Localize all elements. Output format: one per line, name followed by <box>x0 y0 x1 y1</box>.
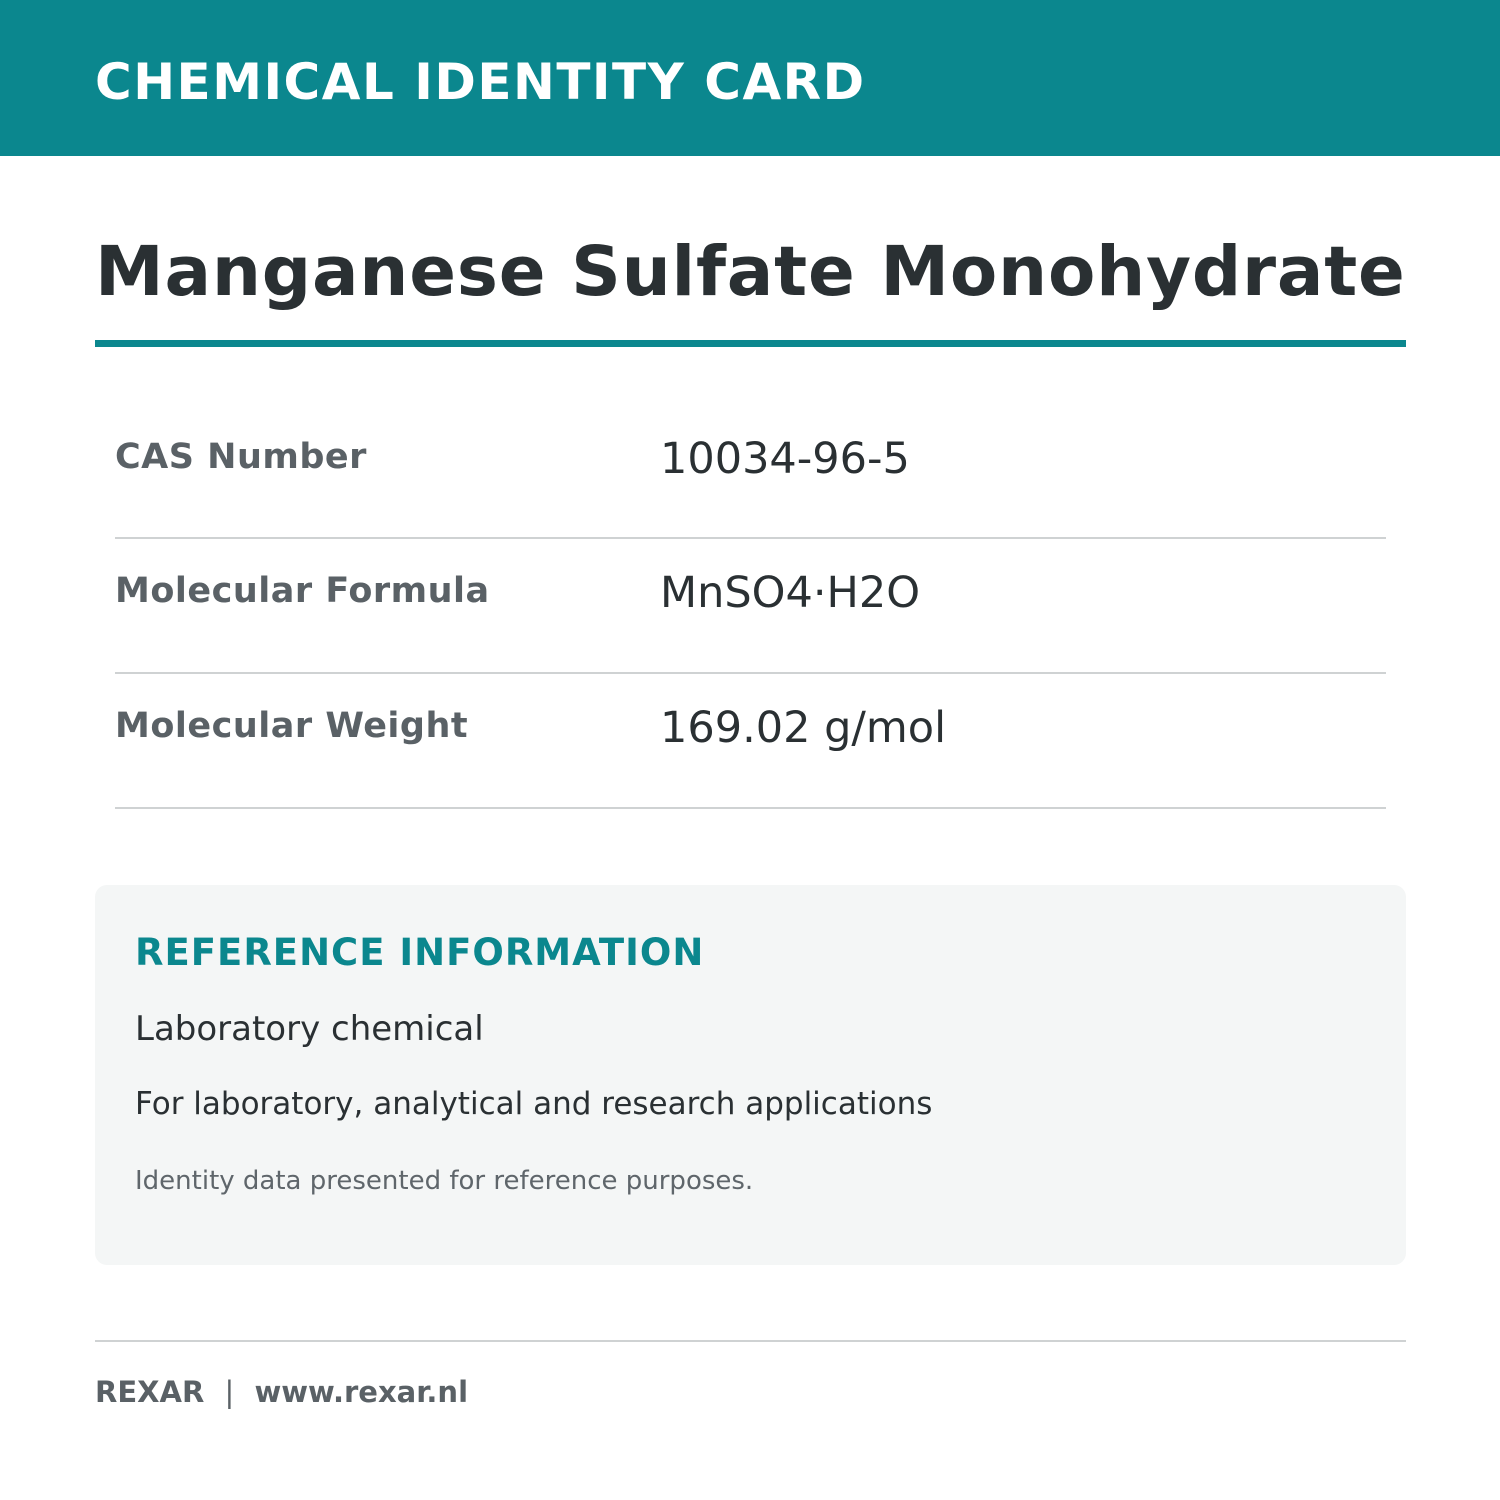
footer-brand: REXAR <box>95 1375 205 1409</box>
properties-table <box>115 405 1386 809</box>
property-label: Molecular Formula <box>115 571 490 611</box>
property-label: CAS Number <box>115 437 367 477</box>
reference-note: Identity data presented for reference purposes. <box>135 1166 754 1196</box>
property-row-formula <box>115 539 1386 674</box>
reference-applications: For laboratory, analytical and research applications <box>135 1086 933 1122</box>
property-row-cas <box>115 405 1386 539</box>
card-title: CHEMICAL IDENTITY CARD <box>95 53 866 111</box>
property-row-weight <box>115 674 1386 809</box>
reference-category: Laboratory chemical <box>135 1009 484 1049</box>
property-value: MnSO4·H2O <box>660 568 921 618</box>
property-value: 169.02 g/mol <box>660 703 947 753</box>
header-banner <box>0 0 1500 156</box>
reference-heading: REFERENCE INFORMATION <box>135 931 705 974</box>
footer-website-link[interactable]: www.rexar.nl <box>254 1375 469 1409</box>
title-underline <box>95 340 1406 347</box>
footer-divider <box>95 1340 1406 1342</box>
footer <box>95 1374 468 1410</box>
property-label: Molecular Weight <box>115 706 469 746</box>
reference-panel <box>95 885 1406 1265</box>
chemical-name: Manganese Sulfate Monohydrate <box>95 232 1406 312</box>
footer-separator: | <box>224 1375 235 1409</box>
property-value: 10034-96-5 <box>660 434 910 484</box>
